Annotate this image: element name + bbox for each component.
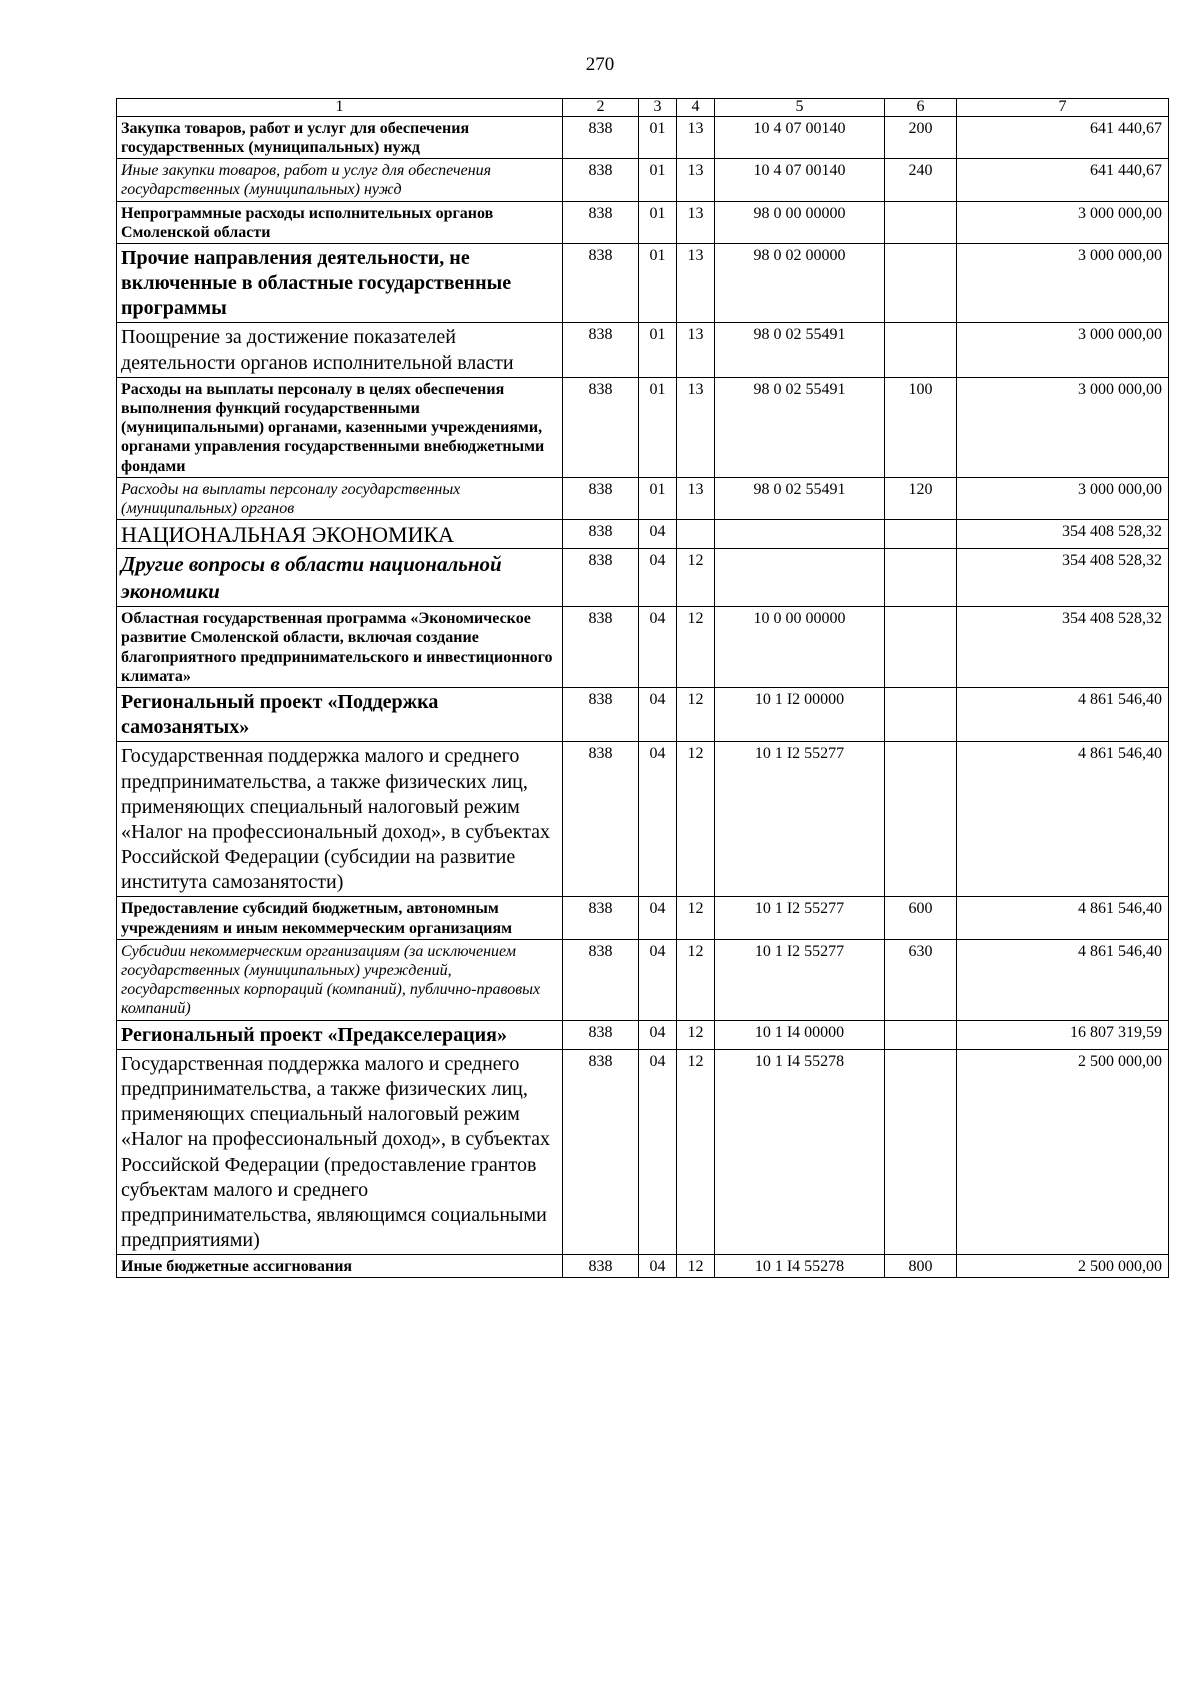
column-header: 7	[957, 99, 1169, 117]
expense-type-cell	[885, 607, 957, 688]
expense-type-cell: 100	[885, 377, 957, 477]
target-article-cell: 10 1 I4 55278	[715, 1049, 885, 1255]
subsection-code-cell: 13	[677, 323, 715, 377]
section-code-cell: 01	[639, 116, 677, 158]
target-article-cell: 10 1 I4 55278	[715, 1255, 885, 1278]
section-code-cell: 04	[639, 1020, 677, 1049]
section-code-cell: 01	[639, 201, 677, 243]
table-row	[117, 549, 1169, 607]
row-name-cell: Прочие направления деятельности, не включенные в областные государственные программы	[117, 243, 563, 323]
expense-type-cell	[885, 520, 957, 549]
expense-type-cell	[885, 201, 957, 243]
table-row	[117, 520, 1169, 549]
expense-type-cell: 120	[885, 477, 957, 519]
table-row	[117, 742, 1169, 897]
subsection-code-cell: 13	[677, 477, 715, 519]
expense-type-cell	[885, 742, 957, 897]
row-name-cell: Областная государственная программа «Экономическое развитие Смоленской области, включая создание благоприятного предпринимательского и инвестиционного климата»	[117, 607, 563, 688]
subsection-code-cell: 13	[677, 116, 715, 158]
admin-code-cell: 838	[563, 323, 639, 377]
admin-code-cell: 838	[563, 159, 639, 201]
section-code-cell: 01	[639, 323, 677, 377]
admin-code-cell: 838	[563, 477, 639, 519]
subsection-code-cell: 12	[677, 1255, 715, 1278]
admin-code-cell: 838	[563, 1049, 639, 1255]
amount-cell: 3 000 000,00	[957, 377, 1169, 477]
target-article-cell: 98 0 02 55491	[715, 377, 885, 477]
expense-type-cell: 630	[885, 939, 957, 1020]
table-body	[117, 99, 1169, 1278]
admin-code-cell: 838	[563, 687, 639, 741]
amount-cell: 2 500 000,00	[957, 1049, 1169, 1255]
expense-type-cell	[885, 687, 957, 741]
amount-cell: 2 500 000,00	[957, 1255, 1169, 1278]
amount-cell: 354 408 528,32	[957, 520, 1169, 549]
target-article-cell	[715, 549, 885, 607]
subsection-code-cell	[677, 520, 715, 549]
section-code-cell: 04	[639, 1049, 677, 1255]
subsection-code-cell: 12	[677, 897, 715, 939]
section-code-cell: 04	[639, 687, 677, 741]
target-article-cell: 98 0 02 55491	[715, 477, 885, 519]
admin-code-cell: 838	[563, 607, 639, 688]
row-name-cell: Региональный проект «Предакселерация»	[117, 1020, 563, 1049]
row-name-cell: Непрограммные расходы исполнительных органов Смоленской области	[117, 201, 563, 243]
row-name-cell: Субсидии некоммерческим организациям (за исключением государственных (муниципальных) учреждений, государственных корпораций (компаний), публично-правовых компаний)	[117, 939, 563, 1020]
amount-cell: 641 440,67	[957, 116, 1169, 158]
admin-code-cell: 838	[563, 243, 639, 323]
page-number: 270	[585, 54, 615, 75]
admin-code-cell: 838	[563, 742, 639, 897]
target-article-cell: 98 0 02 00000	[715, 243, 885, 323]
target-article-cell: 10 1 I2 00000	[715, 687, 885, 741]
target-article-cell: 10 1 I2 55277	[715, 897, 885, 939]
expense-type-cell: 200	[885, 116, 957, 158]
expense-type-cell	[885, 243, 957, 323]
table-row	[117, 323, 1169, 377]
column-header-row	[117, 99, 1169, 117]
target-article-cell: 10 1 I2 55277	[715, 939, 885, 1020]
admin-code-cell: 838	[563, 116, 639, 158]
table-row	[117, 607, 1169, 688]
expense-type-cell: 240	[885, 159, 957, 201]
row-name-cell: Закупка товаров, работ и услуг для обеспечения государственных (муниципальных) нужд	[117, 116, 563, 158]
table-row	[117, 1049, 1169, 1255]
target-article-cell: 98 0 02 55491	[715, 323, 885, 377]
row-name-cell: Расходы на выплаты персоналу в целях обеспечения выполнения функций государственными (муниципальными) органами, казенными учреждениями, органами управления государственными внебюджетными фондами	[117, 377, 563, 477]
section-code-cell: 04	[639, 1255, 677, 1278]
subsection-code-cell: 12	[677, 742, 715, 897]
row-name-cell: Региональный проект «Поддержка самозанятых»	[117, 687, 563, 741]
amount-cell: 3 000 000,00	[957, 243, 1169, 323]
column-header: 6	[885, 99, 957, 117]
amount-cell: 16 807 319,59	[957, 1020, 1169, 1049]
amount-cell: 4 861 546,40	[957, 897, 1169, 939]
expense-type-cell: 600	[885, 897, 957, 939]
admin-code-cell: 838	[563, 1255, 639, 1278]
expense-type-cell	[885, 323, 957, 377]
table-row	[117, 687, 1169, 741]
amount-cell: 354 408 528,32	[957, 549, 1169, 607]
table-row	[117, 1255, 1169, 1278]
section-code-cell: 04	[639, 939, 677, 1020]
row-name-cell: НАЦИОНАЛЬНАЯ ЭКОНОМИКА	[117, 520, 563, 549]
expense-type-cell	[885, 549, 957, 607]
admin-code-cell: 838	[563, 1020, 639, 1049]
subsection-code-cell: 12	[677, 687, 715, 741]
admin-code-cell: 838	[563, 377, 639, 477]
subsection-code-cell: 12	[677, 1049, 715, 1255]
row-name-cell: Государственная поддержка малого и среднего предпринимательства, а также физических лиц, применяющих специальный налоговый режим «Налог на профессиональный доход», в субъектах Российской Федерации (субсидии на развитие института самозанятости)	[117, 742, 563, 897]
table-row	[117, 1020, 1169, 1049]
row-name-cell: Иные закупки товаров, работ и услуг для обеспечения государственных (муниципальных) нужд	[117, 159, 563, 201]
table-row	[117, 897, 1169, 939]
table-row	[117, 377, 1169, 477]
amount-cell: 3 000 000,00	[957, 477, 1169, 519]
row-name-cell: Иные бюджетные ассигнования	[117, 1255, 563, 1278]
amount-cell: 4 861 546,40	[957, 742, 1169, 897]
subsection-code-cell: 13	[677, 243, 715, 323]
section-code-cell: 04	[639, 549, 677, 607]
table-row	[117, 201, 1169, 243]
table-row	[117, 243, 1169, 323]
subsection-code-cell: 12	[677, 549, 715, 607]
row-name-cell: Предоставление субсидий бюджетным, автономным учреждениям и иным некоммерческим организациям	[117, 897, 563, 939]
amount-cell: 3 000 000,00	[957, 323, 1169, 377]
section-code-cell: 04	[639, 897, 677, 939]
budget-table	[116, 98, 1169, 1278]
table-row	[117, 477, 1169, 519]
section-code-cell: 01	[639, 159, 677, 201]
section-code-cell: 01	[639, 477, 677, 519]
admin-code-cell: 838	[563, 939, 639, 1020]
admin-code-cell: 838	[563, 549, 639, 607]
subsection-code-cell: 13	[677, 377, 715, 477]
section-code-cell: 04	[639, 607, 677, 688]
table-row	[117, 159, 1169, 201]
column-header: 4	[677, 99, 715, 117]
section-code-cell: 01	[639, 377, 677, 477]
target-article-cell: 10 4 07 00140	[715, 116, 885, 158]
row-name-cell: Поощрение за достижение показателей деятельности органов исполнительной власти	[117, 323, 563, 377]
target-article-cell	[715, 520, 885, 549]
target-article-cell: 10 4 07 00140	[715, 159, 885, 201]
table-row	[117, 939, 1169, 1020]
column-header: 3	[639, 99, 677, 117]
section-code-cell: 01	[639, 243, 677, 323]
subsection-code-cell: 12	[677, 607, 715, 688]
amount-cell: 3 000 000,00	[957, 201, 1169, 243]
target-article-cell: 10 0 00 00000	[715, 607, 885, 688]
row-name-cell: Расходы на выплаты персоналу государственных (муниципальных) органов	[117, 477, 563, 519]
target-article-cell: 10 1 I2 55277	[715, 742, 885, 897]
amount-cell: 4 861 546,40	[957, 939, 1169, 1020]
column-header: 2	[563, 99, 639, 117]
amount-cell: 641 440,67	[957, 159, 1169, 201]
target-article-cell: 98 0 00 00000	[715, 201, 885, 243]
subsection-code-cell: 12	[677, 1020, 715, 1049]
subsection-code-cell: 12	[677, 939, 715, 1020]
amount-cell: 354 408 528,32	[957, 607, 1169, 688]
admin-code-cell: 838	[563, 897, 639, 939]
section-code-cell: 04	[639, 742, 677, 897]
table-row	[117, 116, 1169, 158]
expense-type-cell: 800	[885, 1255, 957, 1278]
subsection-code-cell: 13	[677, 159, 715, 201]
row-name-cell: Другие вопросы в области национальной экономики	[117, 549, 563, 607]
subsection-code-cell: 13	[677, 201, 715, 243]
section-code-cell: 04	[639, 520, 677, 549]
admin-code-cell: 838	[563, 201, 639, 243]
column-header: 1	[117, 99, 563, 117]
expense-type-cell	[885, 1049, 957, 1255]
amount-cell: 4 861 546,40	[957, 687, 1169, 741]
target-article-cell: 10 1 I4 00000	[715, 1020, 885, 1049]
row-name-cell: Государственная поддержка малого и среднего предпринимательства, а также физических лиц, применяющих специальный налоговый режим «Налог на профессиональный доход», в субъектах Российской Федерации (предоставление грантов субъектам малого и среднего предпринимательства, являющимся социальными предприятиями)	[117, 1049, 563, 1255]
column-header: 5	[715, 99, 885, 117]
admin-code-cell: 838	[563, 520, 639, 549]
expense-type-cell	[885, 1020, 957, 1049]
